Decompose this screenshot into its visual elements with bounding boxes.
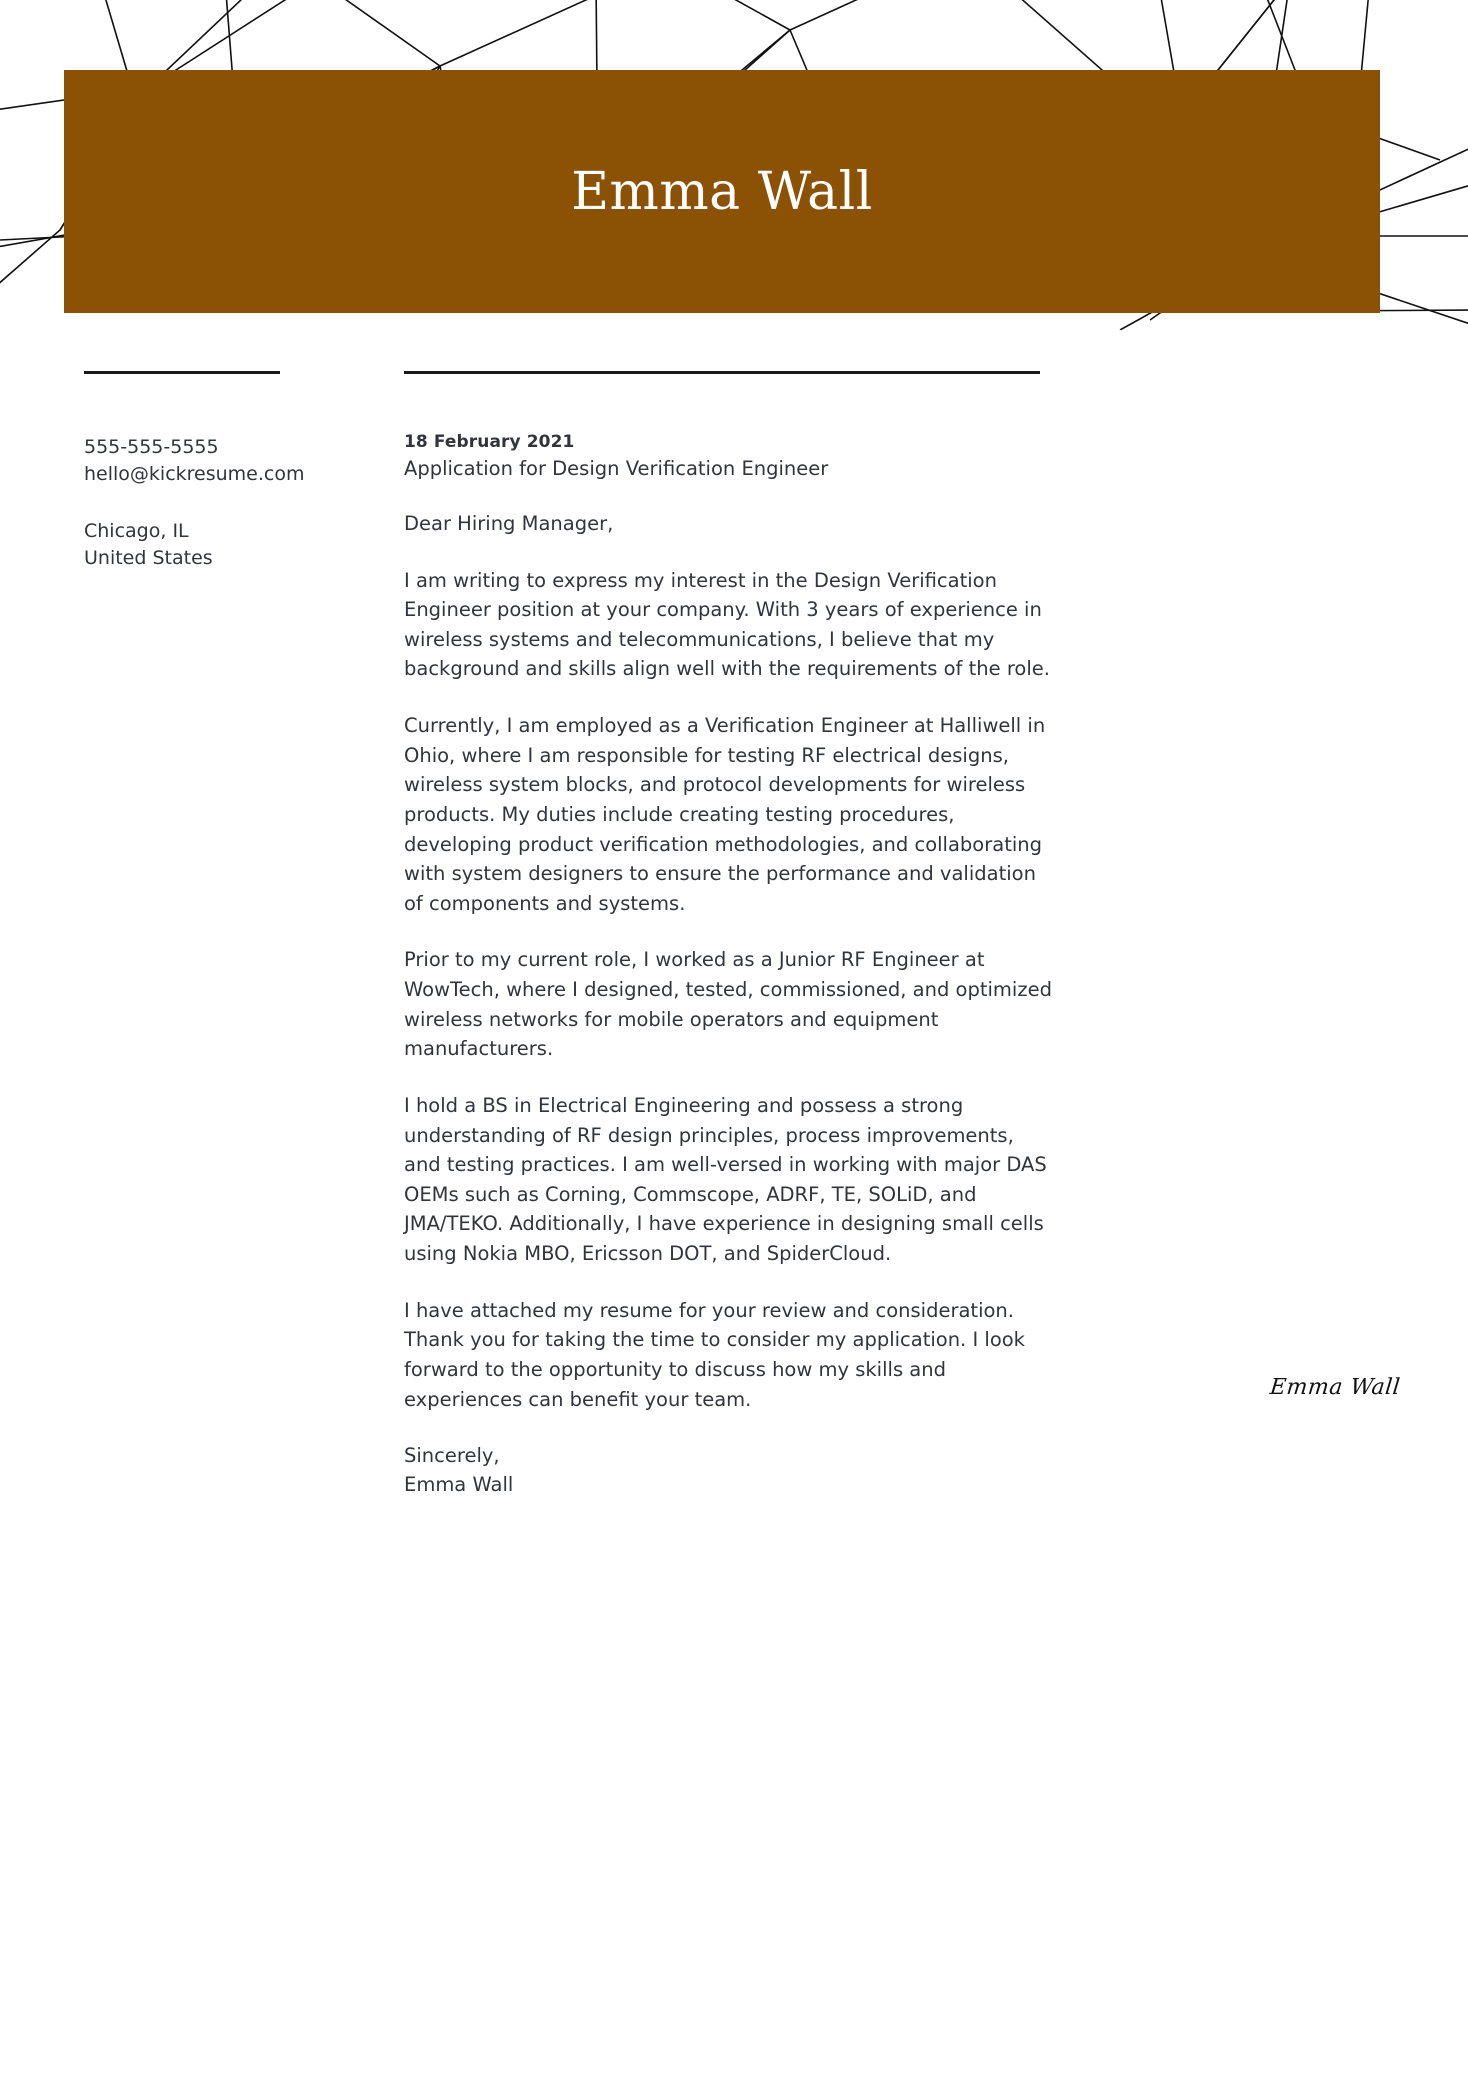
closing-phrase: Sincerely, [404, 1444, 500, 1468]
contact-address-group [84, 518, 354, 572]
closing-name: Emma Wall [404, 1473, 514, 1497]
page-title: Emma Wall [571, 161, 873, 222]
letter-salutation: Dear Hiring Manager, [404, 512, 614, 536]
letter-paragraph: I have attached my resume for your review and consideration. Thank you for taking the time to consider my application. I look forward to the opportunity to discuss how my skills and experiences can benefit your team. [404, 1298, 1025, 1411]
contact-phone: 555-555-5555 [84, 436, 219, 458]
letter-subject: Application for Design Verification Engineer [404, 456, 829, 480]
header-banner [64, 70, 1380, 313]
letter-date: 18 February 2021 [404, 432, 575, 452]
letter-body [404, 430, 1052, 1500]
contact-city: Chicago, IL [84, 519, 189, 542]
letter-closing [404, 1441, 1052, 1500]
contact-sidebar [84, 434, 354, 602]
contact-email: hello@kickresume.com [84, 462, 305, 485]
contact-details-group [84, 434, 354, 488]
letter-paragraph: Currently, I am employed as a Verification Engineer at Halliwell in Ohio, where I am responsible for testing RF electrical designs, wireless system blocks, and protocol developments for wireless products. My duties include creating testing procedures, developing product verification methodologies, and collaborating with system designers to ensure the performance and validation of components and systems. [404, 714, 1046, 915]
letter-paragraph: Prior to my current role, I worked as a Junior RF Engineer at WowTech, where I designed, tested, commissioned, and optimized wireless networks for mobile operators and equipment manufacturers. [404, 948, 1052, 1061]
contact-country: United States [84, 546, 213, 569]
sidebar-divider [84, 371, 280, 374]
handwritten-signature: Emma Wall [1268, 1375, 1402, 1400]
letter-divider [404, 371, 1040, 374]
letter-paragraph: I am writing to express my interest in the Design Verification Engineer position at your company. With 3 years of experience in wireless systems and telecommunications, I believe that my background and skills align well with the requirements of the role. [404, 568, 1050, 681]
letter-paragraph: I hold a BS in Electrical Engineering and possess a strong understanding of RF design principles, process improvements, and testing practices. I am well-versed in working with major DAS OEMs such as Corning, Commscope, ADRF, TE, SOLiD, and JMA/TEKO. Additionally, I have experience in designing small cells using Nokia MBO, Ericsson DOT, and SpiderCloud. [404, 1093, 1047, 1266]
